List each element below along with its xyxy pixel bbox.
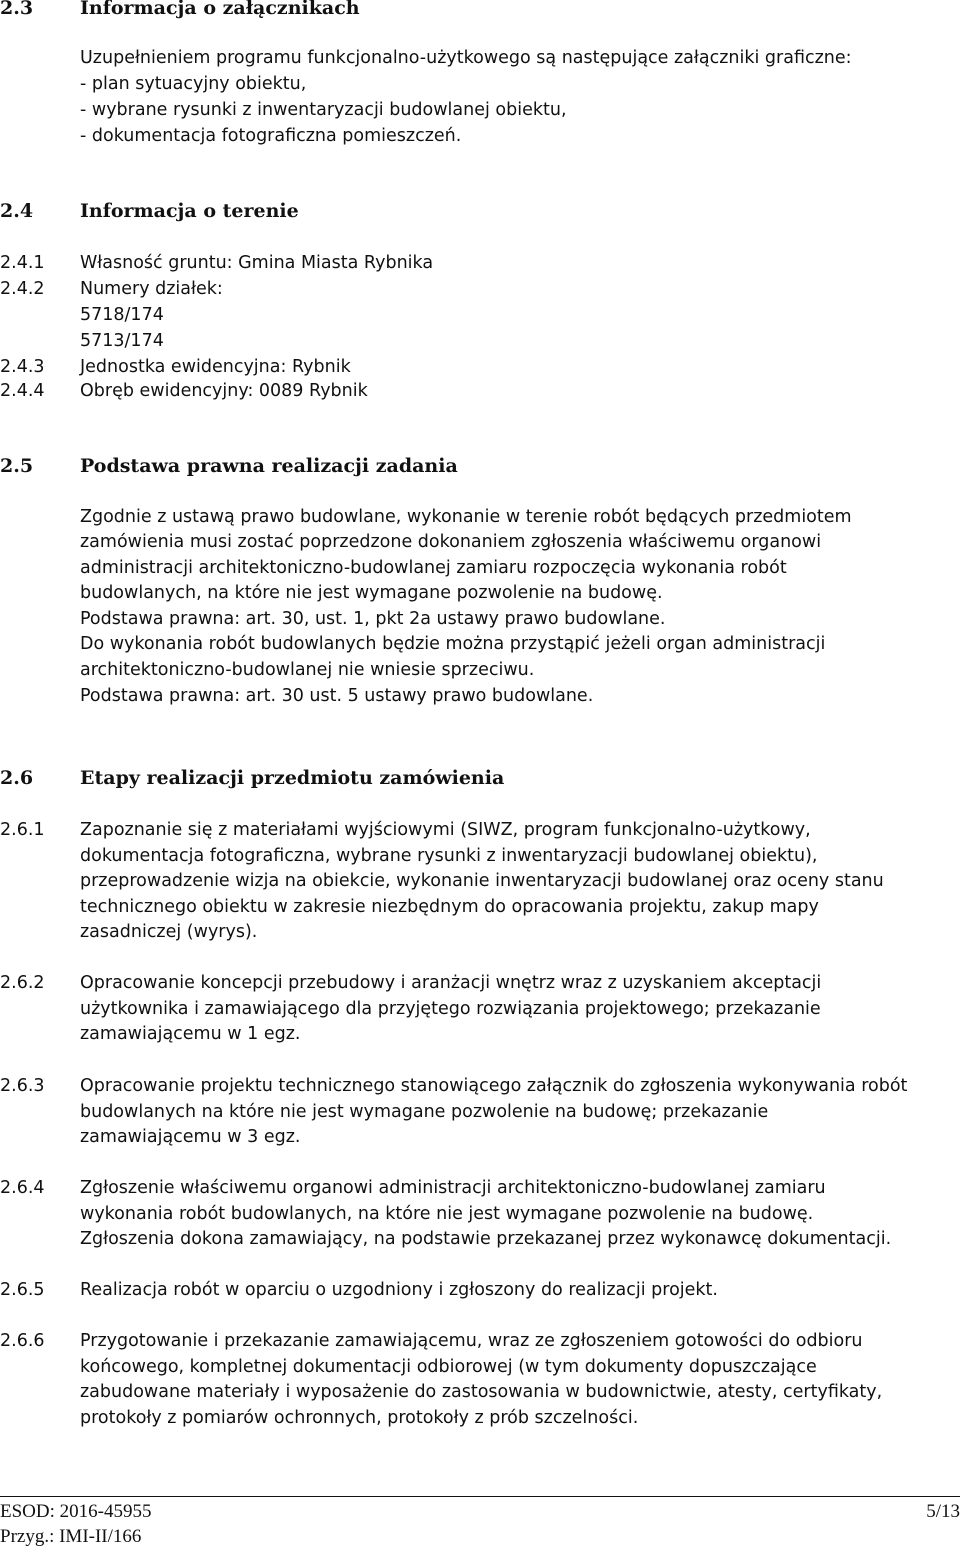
item-line: Zgłoszenie właściwemu organowi administracji architektoniczno-budowlanej zamiaru <box>80 1178 826 1198</box>
item-line: zamawiającemu w 3 egz. <box>80 1127 301 1147</box>
paragraph-line: - wybrane rysunki z inwentaryzacji budowlanej obiektu, <box>80 100 567 120</box>
item-line: dokumentacja fotograficzna, wybrane rysunki z inwentaryzacji budowlanej obiektu), <box>80 846 818 866</box>
item-line: Opracowanie projektu technicznego stanowiącego załącznik do zgłoszenia wykonywania robót <box>80 1076 908 1096</box>
paragraph-line: administracji architektoniczno-budowlanej zamiaru rozpoczęcia wykonania robót <box>80 558 787 578</box>
item-line: protokoły z pomiarów ochronnych, protokoły z prób szczelności. <box>80 1408 639 1428</box>
item-line: Zapoznanie się z materiałami wyjściowymi (SIWZ, program funkcjonalno-użytkowy, <box>80 820 811 840</box>
section-title: Informacja o załącznikach <box>80 0 360 19</box>
item-line: użytkownika i zamawiającego dla przyjętego rozwiązania projektowego; przekazanie <box>80 999 821 1019</box>
paragraph-line: - plan sytuacyjny obiektu, <box>80 74 307 94</box>
item-number: 2.6.2 <box>0 973 45 993</box>
footer-page-number: 5/13 <box>926 1501 960 1522</box>
item-line: zasadniczej (wyrys). <box>80 922 258 942</box>
paragraph-line: Podstawa prawna: art. 30, ust. 1, pkt 2a ustawy prawo budowlane. <box>80 609 666 629</box>
footer-esod: ESOD: 2016-45955 <box>0 1501 152 1522</box>
section-number: 2.4 <box>0 200 34 222</box>
section-number: 2.3 <box>0 0 34 19</box>
item-text: 5718/174 <box>80 305 164 325</box>
footer-przyg: Przyg.: IMI-II/166 <box>0 1526 142 1547</box>
section-number: 2.5 <box>0 455 34 477</box>
item-line: przeprowadzenie wizja na obiekcie, wykonanie inwentaryzacji budowlanej oraz oceny stanu <box>80 871 884 891</box>
item-text: Jednostka ewidencyjna: Rybnik <box>80 357 351 377</box>
section-title: Etapy realizacji przedmiotu zamówienia <box>80 767 505 789</box>
item-text: 5713/174 <box>80 331 164 351</box>
item-number: 2.4.2 <box>0 279 45 299</box>
paragraph-line: architektoniczno-budowlanej nie wniesie sprzeciwu. <box>80 660 535 680</box>
item-line: Przygotowanie i przekazanie zamawiającemu, wraz ze zgłoszeniem gotowości do odbioru <box>80 1331 863 1351</box>
section-title: Podstawa prawna realizacji zadania <box>80 455 458 477</box>
item-line: zabudowane materiały i wyposażenie do zastosowania w budownictwie, atesty, certyfikaty, <box>80 1382 883 1402</box>
item-number: 2.6.6 <box>0 1331 45 1351</box>
paragraph-line: zamówienia musi zostać poprzedzone dokonaniem zgłoszenia właściwemu organowi <box>80 532 822 552</box>
item-line: Opracowanie koncepcji przebudowy i aranżacji wnętrz wraz z uzyskaniem akceptacji <box>80 973 822 993</box>
item-text: Numery działek: <box>80 279 223 299</box>
item-text: Własność gruntu: Gmina Miasta Rybnika <box>80 253 434 273</box>
item-number: 2.6.3 <box>0 1076 45 1096</box>
item-number: 2.6.4 <box>0 1178 45 1198</box>
section-title: Informacja o terenie <box>80 200 299 222</box>
item-line: Realizacja robót w oparciu o uzgodniony i zgłoszony do realizacji projekt. <box>80 1280 718 1300</box>
item-line: końcowego, kompletnej dokumentacji odbiorowej (w tym dokumenty dopuszczające <box>80 1357 817 1377</box>
item-number: 2.4.1 <box>0 253 45 273</box>
paragraph-line: Zgodnie z ustawą prawo budowlane, wykonanie w terenie robót będących przedmiotem <box>80 507 852 527</box>
paragraph-line: Podstawa prawna: art. 30 ust. 5 ustawy prawo budowlane. <box>80 686 594 706</box>
paragraph-line: - dokumentacja fotograficzna pomieszczeń. <box>80 126 462 146</box>
item-number: 2.4.4 <box>0 381 45 401</box>
item-line: technicznego obiektu w zakresie niezbędnym do opracowania projektu, zakup mapy <box>80 897 819 917</box>
item-text: Obręb ewidencyjny: 0089 Rybnik <box>80 381 368 401</box>
item-line: budowlanych na które nie jest wymagane pozwolenie na budowę; przekazanie <box>80 1102 769 1122</box>
footer-rule <box>0 1496 960 1497</box>
section-number: 2.6 <box>0 767 34 789</box>
item-number: 2.6.5 <box>0 1280 45 1300</box>
item-line: wykonania robót budowlanych, na które nie jest wymagane pozwolenie na budowę. <box>80 1204 814 1224</box>
item-number: 2.6.1 <box>0 820 45 840</box>
paragraph-line: budowlanych, na które nie jest wymagane pozwolenie na budowę. <box>80 583 663 603</box>
item-line: zamawiającemu w 1 egz. <box>80 1024 301 1044</box>
paragraph-line: Uzupełnieniem programu funkcjonalno-użytkowego są następujące załączniki graficzne: <box>80 48 852 68</box>
item-number: 2.4.3 <box>0 357 45 377</box>
item-line: Zgłoszenia dokona zamawiający, na podstawie przekazanej przez wykonawcę dokumentacji. <box>80 1229 892 1249</box>
paragraph-line: Do wykonania robót budowlanych będzie można przystąpić jeżeli organ administracji <box>80 634 826 654</box>
